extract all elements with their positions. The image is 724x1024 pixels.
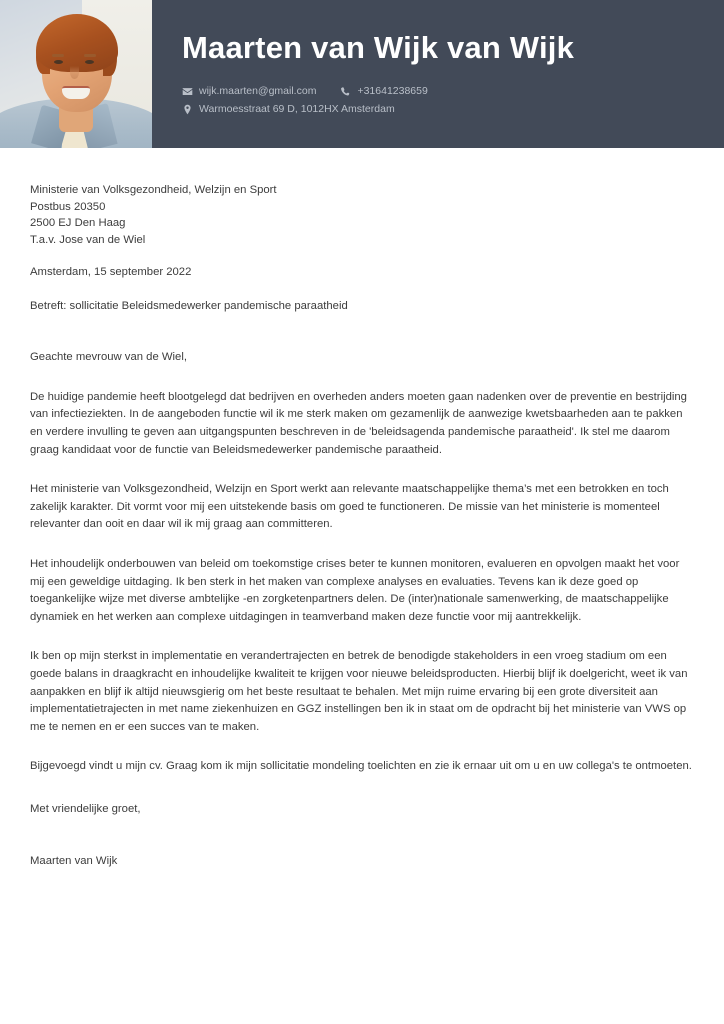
photo-mouth	[62, 86, 90, 99]
recipient-line: T.a.v. Jose van de Wiel	[30, 233, 146, 246]
location-pin-icon	[182, 104, 193, 115]
letter-body	[0, 148, 724, 871]
letter-subject: Betreft: sollicitatie Beleidsmedewerker pandemische paraatheid	[30, 299, 348, 312]
header-banner	[152, 0, 724, 148]
contact-line-address	[182, 103, 724, 116]
recipient-line: Ministerie van Volksgezondheid, Welzijn en Sport	[30, 184, 277, 196]
letter-paragraph: Het ministerie van Volksgezondheid, Welzijn en Sport werkt aan relevante maatschappelijke thema’s met een betrokken en toch zakelijk karakter. Dit vormt voor mij een uitstekende basis om goed te functioneren. De missie van het ministerie is momenteel relevanter dan ooit en daar wil ik mij graag aan committeren.	[30, 483, 669, 531]
contact-address	[182, 103, 395, 116]
contact-line-primary	[182, 85, 724, 98]
contact-phone[interactable]	[340, 85, 427, 98]
envelope-icon	[182, 86, 193, 97]
letter-paragraph: De huidige pandemie heeft blootgelegd dat bedrijven en overheden anders moeten gaan nadenken over de preventie en bestrijding van infectieziekten. In de aangeboden functie wil ik me sterk maken om gezamenlijk de aanwezige kwetsbaarheden aan te pakken en verdere invulling te geven aan uitgangspunten beschreven in de 'beleidsagenda pandemische paraatheid'. Ik stel me daarom graag kandidaat voor de functie van Beleidsmedewerker pandemische paraatheid.	[30, 390, 687, 456]
letter-paragraph: Bijgevoegd vindt u mijn cv. Graag kom ik mijn sollicitatie mondeling toelichten en zie ik ernaar uit om u en uw collega's te ontmoeten.	[30, 760, 692, 773]
letter-salutation: Geachte mevrouw van de Wiel,	[30, 351, 187, 364]
recipient-line: Postbus 20350	[30, 200, 106, 213]
phone-icon	[340, 86, 351, 97]
recipient-address	[30, 182, 695, 248]
contact-email[interactable]	[182, 85, 316, 98]
letter-paragraph: Het inhoudelijk onderbouwen van beleid om toekomstige crises beter te kunnen monitoren, evalueren en opvolgen maakt het voor mij een geweldige uitdaging. Ik ben sterk in het maken van complexe analyses en evaluaties. Tevens kan ik deze goed op toegankelijke wijze met diverse ambtelijke -en zorgketenpartners delen. De (inter)nationale samenwerking, de maatschappelijke dynamiek en het werken aan complexe uitdagingen in teamverband maken deze functie voor mij aantrekkelijk.	[30, 557, 680, 623]
page-title: Maarten van Wijk van Wijk	[182, 30, 575, 65]
recipient-line: 2500 EJ Den Haag	[30, 217, 126, 229]
photo-eyebrow-left	[52, 54, 64, 57]
contact-email-text: wijk.maarten@gmail.com	[199, 85, 317, 97]
contact-details	[182, 85, 724, 116]
contact-address-text: Warmoesstraat 69 D, 1012HX Amsterdam	[199, 103, 395, 115]
document-header	[0, 0, 724, 148]
letter-paragraph: Ik ben op mijn sterkst in implementatie en verandertrajecten en betrek de benodigde stakeholders in een vroeg stadium om een goede balans in draagkracht en inhoudelijke kwaliteit te krijgen voor nieuwe beleidsproducten. Hierbij blijf ik doelgericht, weet ik van aanpakken en blijf ik altijd nieuwsgierig om het beste resultaat te behalen. Met mijn ruime ervaring bij een grote diversiteit aan implementatietrajecten in met name ziekenhuizen en GGZ instellingen ben ik in staat om de opdracht bij het ministerie van VWS op me te nemen en er een succes van te maken.	[30, 650, 688, 733]
letter-closing: Met vriendelijke groet,	[30, 802, 141, 815]
contact-phone-text: +31641238659	[357, 85, 428, 97]
photo-eye-left	[54, 60, 63, 64]
avatar	[0, 0, 152, 148]
letter-signature: Maarten van Wijk	[30, 855, 118, 868]
photo-eye-right	[85, 60, 94, 64]
photo-eyebrow-right	[84, 54, 96, 57]
letter-date: Amsterdam, 15 september 2022	[30, 266, 192, 278]
photo-nose	[70, 66, 79, 79]
